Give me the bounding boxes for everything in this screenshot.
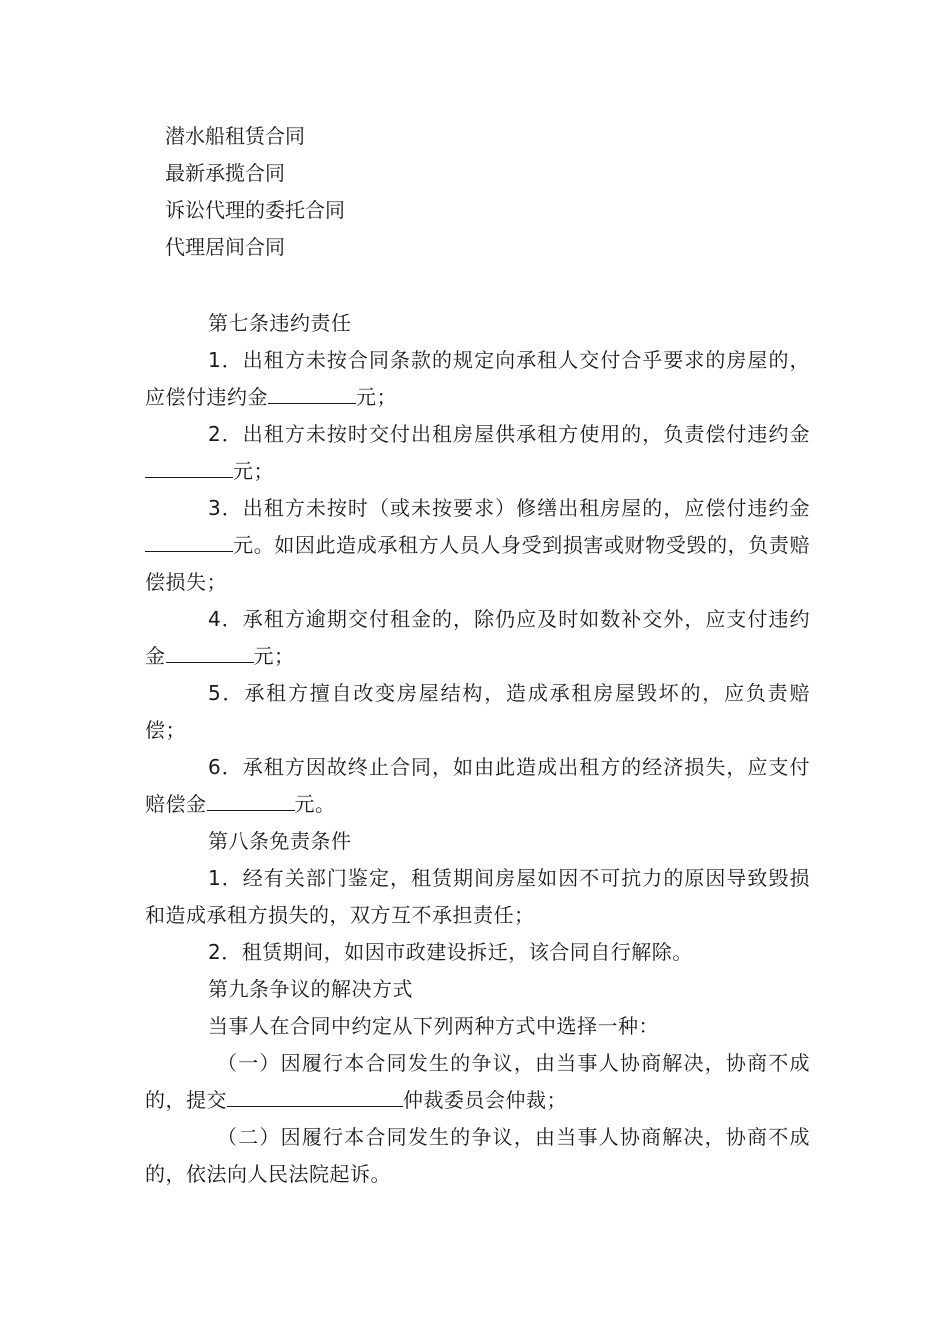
clause-7-2: 2．出租方未按时交付出租房屋供承租方使用的，负责偿付违约金元； (145, 416, 810, 490)
related-link[interactable]: 代理居间合同 (165, 235, 285, 259)
clause-7-5: 5．承租方擅自改变房屋结构，造成承租房屋毁坏的，应负责赔偿； (145, 681, 810, 742)
clause-7-4: 4．承租方逾期交付租金的，除仍应及时如数补交外，应支付违约金 元； (145, 607, 810, 668)
blank-line (207, 786, 295, 811)
blank-line (227, 1082, 403, 1107)
blank-line (145, 527, 233, 552)
clause-9-option-1: （一）因履行本合同发生的争议，由当事人协商解决，协商不成的，提交 仲裁委员会仲裁； (145, 1051, 810, 1112)
clause-7-1: 1．出租方未按合同条款的规定向承租人交付合乎要求的房屋的，应偿付违约金 元； (145, 348, 810, 409)
related-link[interactable]: 诉讼代理的委托合同 (165, 198, 345, 222)
clause-9-option-2: （二）因履行本合同发生的争议，由当事人协商解决，协商不成的，依法向人民法院起诉。 (145, 1125, 810, 1186)
blank-line (145, 453, 233, 478)
section-7-heading: 第七条违约责任 (208, 311, 352, 335)
related-link[interactable]: 潜水船租赁合同 (165, 124, 305, 148)
clause-8-1: 1．经有关部门鉴定，租赁期间房屋如因不可抗力的原因导致毁损和造成承租方损失的，双方互不承担责任； (145, 866, 810, 927)
clause-8-2: 2．租赁期间，如因市政建设拆迁，该合同自行解除。 (208, 940, 693, 964)
blank-line (268, 379, 356, 404)
clause-7-6: 6．承租方因故终止合同，如由此造成出租方的经济损失，应支付赔偿金 元。 (145, 755, 810, 816)
related-links (165, 118, 345, 266)
section-9-intro: 当事人在合同中约定从下列两种方式中选择一种： (208, 1014, 659, 1038)
contract-body (145, 305, 810, 1193)
blank-line (166, 638, 254, 663)
related-link[interactable]: 最新承揽合同 (165, 161, 285, 185)
section-9-heading: 第九条争议的解决方式 (208, 977, 413, 1001)
clause-7-3: 3．出租方未按时（或未按要求）修缮出租房屋的，应偿付违约金元。如因此造成承租方人员人身受到损害或财物受毁的，负责赔偿损失； (145, 496, 810, 594)
section-8-heading: 第八条免责条件 (208, 829, 352, 853)
